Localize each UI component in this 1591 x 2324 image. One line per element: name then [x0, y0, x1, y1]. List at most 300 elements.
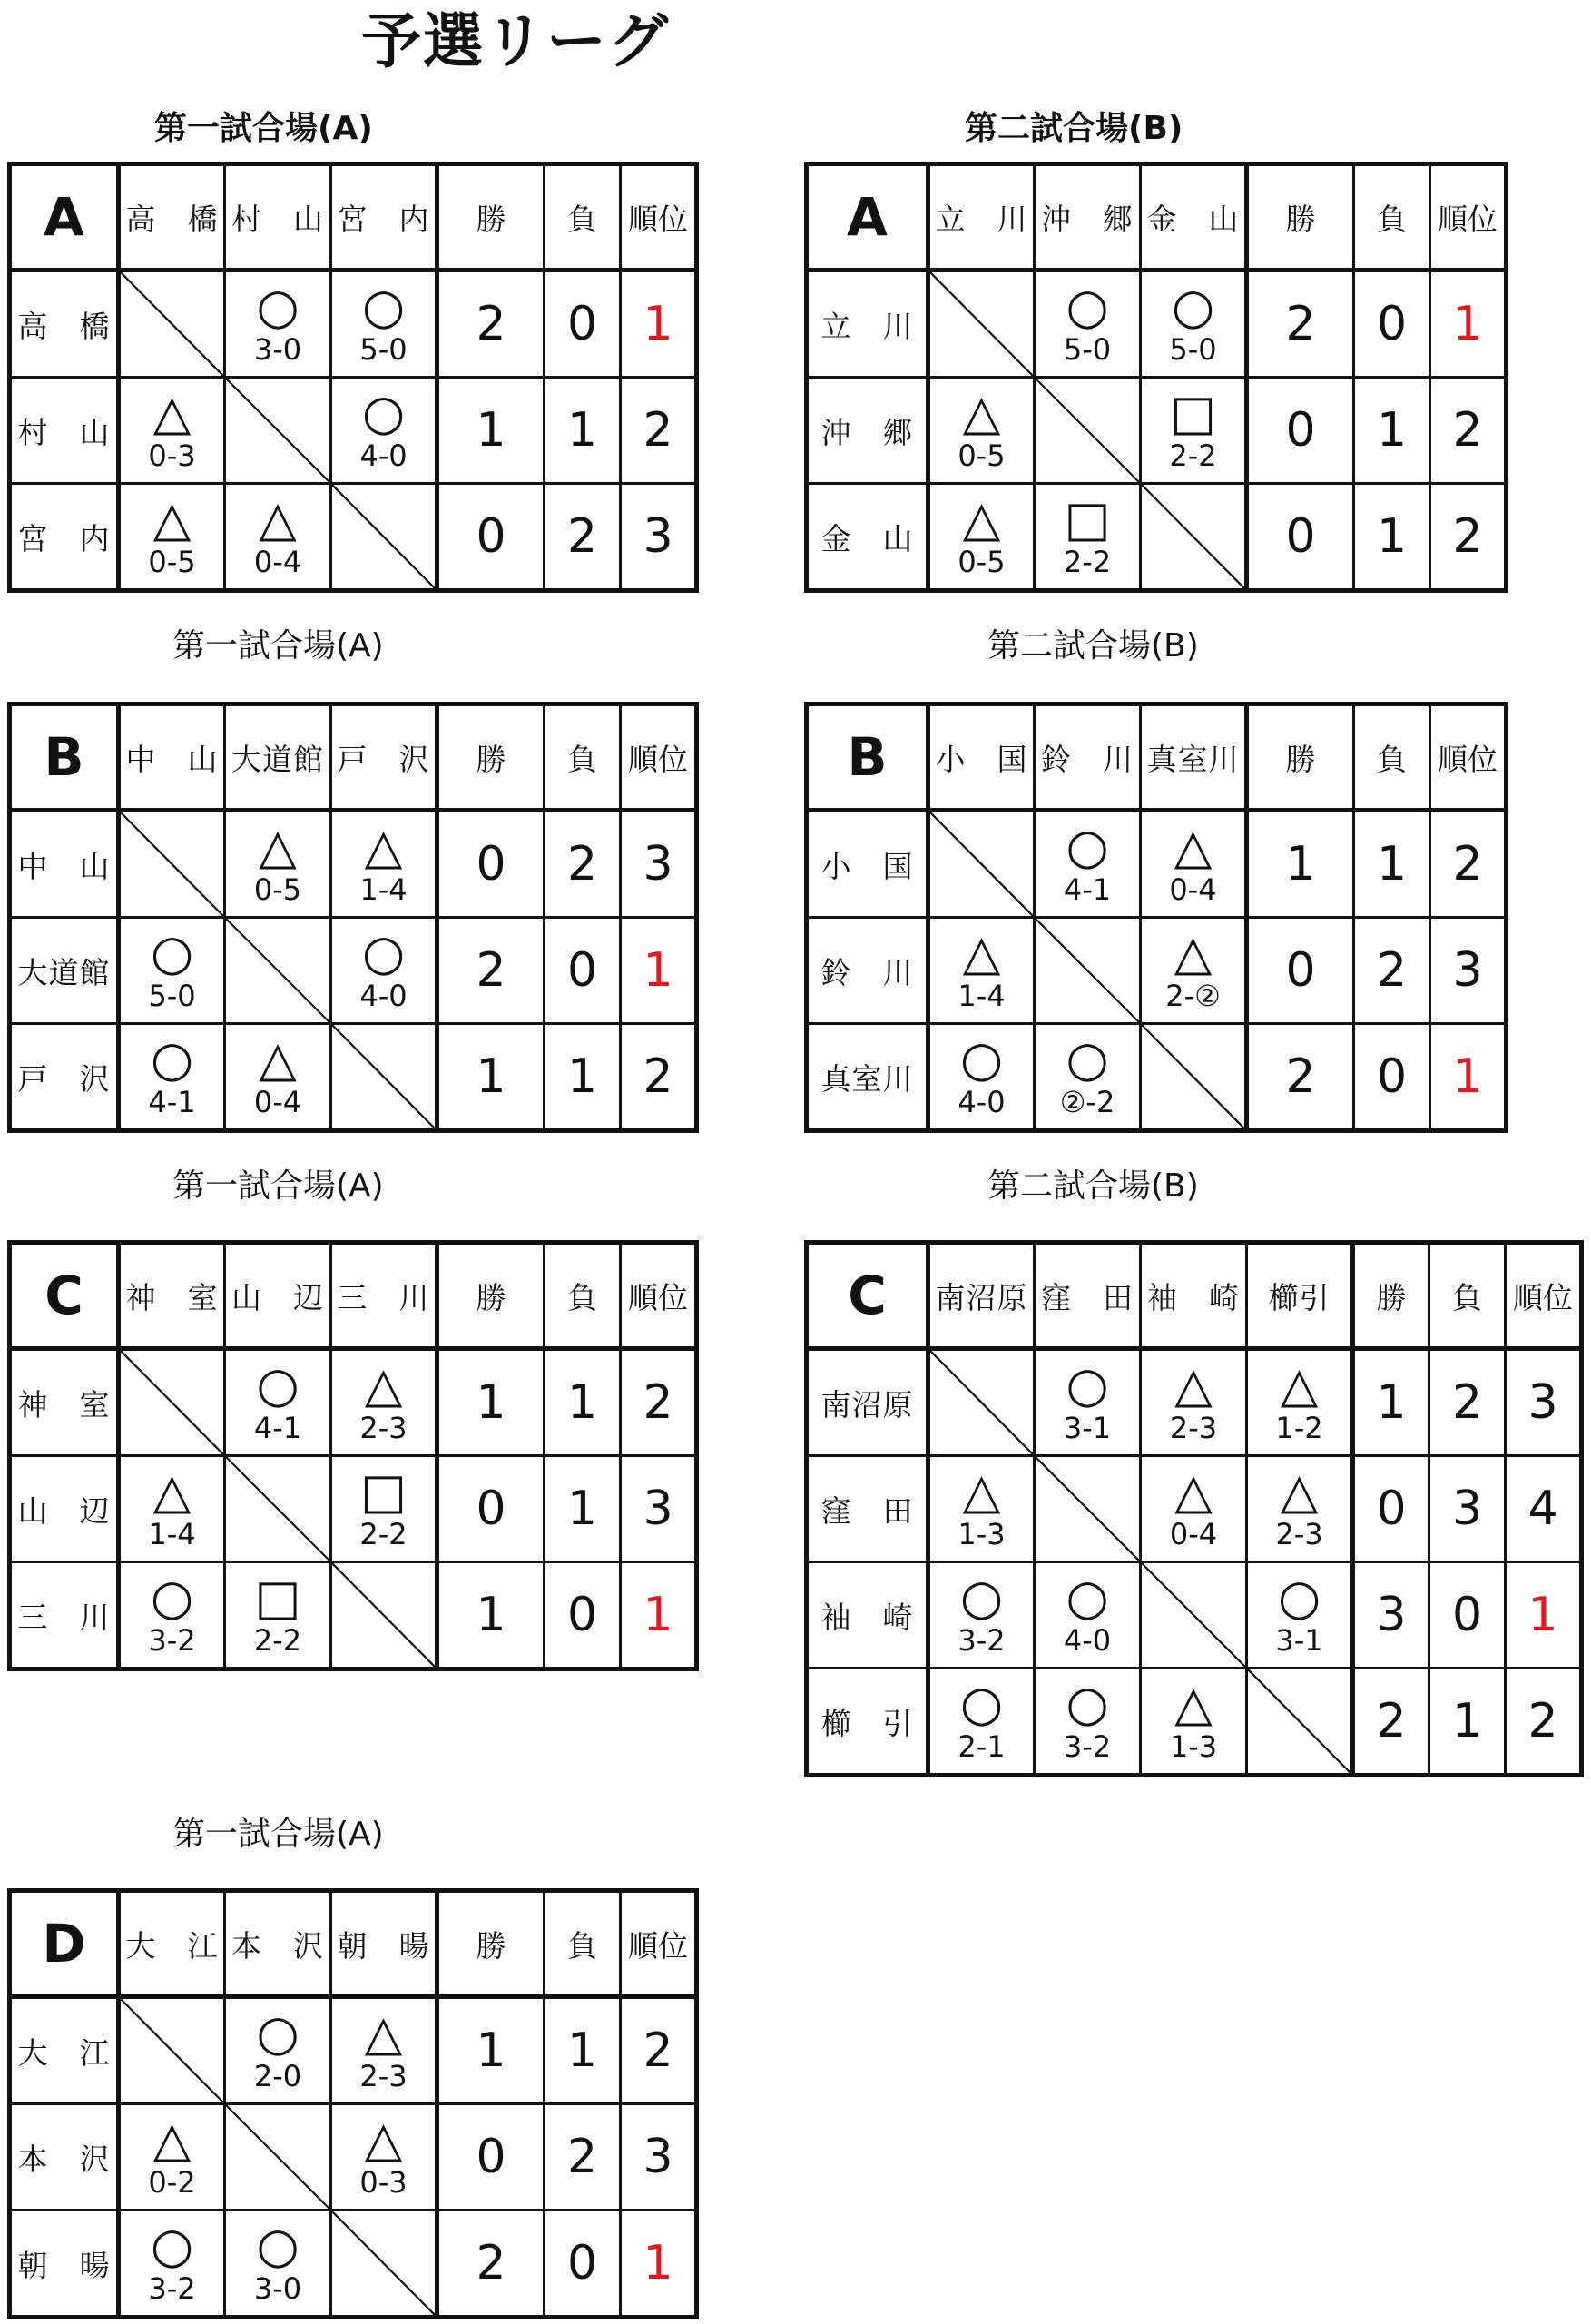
- match-score: 0-4: [253, 545, 302, 579]
- column-team-name: 高 橋: [119, 164, 225, 271]
- row-team-name: 中 山: [10, 811, 119, 918]
- match-result-cell: [331, 811, 437, 918]
- loss-triangle-icon: △: [962, 384, 1001, 441]
- loss-count: 0: [545, 1562, 621, 1669]
- loss-label: 負: [545, 704, 621, 811]
- league-table-a: [7, 162, 699, 593]
- diagonal-line: [226, 2105, 329, 2209]
- match-score: 4-0: [1063, 1623, 1112, 1658]
- table-row: [807, 1669, 1582, 1776]
- loss-triangle-icon: △: [259, 818, 297, 875]
- win-count: 0: [437, 484, 545, 591]
- match-score: 0-5: [148, 545, 196, 579]
- column-team-name: 金 山: [1141, 164, 1247, 271]
- rank-value: 3: [1506, 1349, 1582, 1456]
- match-result-cell: [119, 1024, 225, 1131]
- self-match-diagonal: [331, 1562, 437, 1669]
- table-row: [807, 1349, 1582, 1456]
- win-count: 0: [1247, 918, 1354, 1024]
- win-count: 2: [437, 271, 545, 378]
- diagonal-line: [226, 1457, 329, 1561]
- loss-count: 0: [545, 2211, 621, 2318]
- match-result-cell: [331, 378, 437, 484]
- win-circle-icon: ○: [1066, 818, 1109, 875]
- loss-label: 負: [545, 1243, 621, 1349]
- match-result-cell: [331, 1456, 437, 1562]
- match-score: 5-0: [1063, 332, 1112, 367]
- loss-triangle-icon: △: [152, 384, 192, 441]
- match-score: 2-2: [359, 1517, 408, 1551]
- match-result-cell: [928, 1024, 1035, 1131]
- win-label: 勝: [437, 164, 545, 271]
- row-team-name: 高 橋: [10, 271, 119, 378]
- win-circle-icon: ○: [256, 278, 300, 335]
- match-score: 0-4: [1169, 872, 1217, 907]
- diagonal-line: [121, 272, 223, 376]
- league-table-c: [804, 1240, 1584, 1777]
- league-table-c: [7, 1240, 699, 1671]
- column-team-name: 大道館: [225, 704, 331, 811]
- match-result-cell: [331, 2104, 437, 2211]
- match-score: 0-4: [1169, 1517, 1218, 1551]
- loss-label: 負: [1354, 704, 1430, 811]
- match-result-cell: [119, 918, 225, 1024]
- loss-count: 1: [545, 1456, 621, 1562]
- rank-value: 2: [1506, 1669, 1582, 1776]
- rank-label: 順位: [1506, 1243, 1582, 1349]
- table-row: [10, 811, 697, 918]
- win-count: 0: [1247, 484, 1354, 591]
- table-row: [807, 1562, 1582, 1669]
- rank-value: 2: [621, 378, 697, 484]
- win-circle-icon: ○: [150, 1030, 194, 1088]
- diagonal-line: [1142, 1025, 1244, 1128]
- league-table-d: [7, 1888, 699, 2319]
- loss-count: 1: [545, 1349, 621, 1456]
- table-row: [10, 1024, 697, 1131]
- column-team-name: 鈴 川: [1035, 704, 1141, 811]
- row-team-name: 袖 崎: [807, 1562, 928, 1669]
- column-team-name: 宮 内: [331, 164, 437, 271]
- win-circle-icon: ○: [1066, 1569, 1109, 1626]
- match-score: 3-0: [253, 332, 302, 367]
- self-match-diagonal: [1141, 1562, 1247, 1669]
- win-count: 0: [437, 2104, 545, 2211]
- win-count: 1: [437, 1024, 545, 1131]
- win-circle-icon: ○: [361, 924, 406, 981]
- match-result-cell: [119, 484, 225, 591]
- draw-square-icon: □: [1064, 490, 1111, 547]
- rank-value: 3: [1430, 918, 1507, 1024]
- row-team-name: 金 山: [807, 484, 928, 591]
- win-circle-icon: ○: [1066, 1675, 1109, 1732]
- rank-value: 1: [621, 1562, 697, 1669]
- loss-count: 1: [1354, 811, 1430, 918]
- rank-value: 2: [621, 1024, 697, 1131]
- loss-triangle-icon: △: [962, 924, 1001, 981]
- loss-triangle-icon: △: [259, 1030, 297, 1088]
- loss-triangle-icon: △: [364, 2004, 403, 2062]
- table-row: [807, 378, 1507, 484]
- draw-square-icon: □: [1169, 384, 1217, 441]
- venue-caption: 第一試合場(A): [154, 110, 373, 147]
- win-circle-icon: ○: [150, 1569, 194, 1626]
- league-table-b: [804, 702, 1508, 1133]
- match-result-cell: [1141, 378, 1247, 484]
- table-row: [807, 271, 1507, 378]
- table-row: [10, 2211, 697, 2318]
- match-result-cell: [331, 1349, 437, 1456]
- win-circle-icon: ○: [256, 2217, 300, 2274]
- match-score: 1-4: [359, 872, 408, 907]
- column-team-name: 中 山: [119, 704, 225, 811]
- win-count: 0: [1353, 1456, 1429, 1562]
- match-score: 0-5: [958, 545, 1006, 579]
- match-result-cell: [225, 811, 331, 918]
- loss-count: 2: [545, 484, 621, 591]
- diagonal-line: [332, 485, 435, 588]
- rank-label: 順位: [1430, 704, 1507, 811]
- loss-count: 0: [1354, 271, 1430, 378]
- win-count: 0: [1247, 378, 1354, 484]
- win-circle-icon: ○: [361, 278, 406, 335]
- diagonal-line: [332, 1563, 435, 1667]
- draw-square-icon: □: [359, 1462, 408, 1520]
- loss-count: 2: [1354, 918, 1430, 1024]
- self-match-diagonal: [1141, 1024, 1247, 1131]
- match-score: 0-4: [253, 1085, 302, 1119]
- self-match-diagonal: [331, 2211, 437, 2318]
- diagonal-line: [121, 1999, 223, 2102]
- column-team-name: 真室川: [1141, 704, 1247, 811]
- diagonal-line: [1142, 485, 1244, 588]
- win-label: 勝: [437, 1891, 545, 1997]
- rank-value: 3: [621, 484, 697, 591]
- win-count: 1: [437, 1997, 545, 2104]
- table-row: [807, 484, 1507, 591]
- loss-label: 負: [1429, 1243, 1506, 1349]
- self-match-diagonal: [928, 811, 1035, 918]
- win-circle-icon: ○: [256, 1356, 300, 1413]
- self-match-diagonal: [1247, 1669, 1353, 1776]
- diagonal-line: [1036, 1457, 1139, 1561]
- loss-count: 1: [1429, 1669, 1506, 1776]
- match-score: 4-0: [958, 1085, 1006, 1119]
- venue-caption: 第二試合場(B): [987, 1167, 1199, 1205]
- table-row: [10, 918, 697, 1024]
- match-result-cell: [1035, 484, 1141, 591]
- rank-label: 順位: [621, 704, 697, 811]
- match-score: 4-0: [359, 438, 408, 473]
- row-team-name: 大道館: [10, 918, 119, 1024]
- rank-value: 3: [621, 2104, 697, 2211]
- self-match-diagonal: [225, 918, 331, 1024]
- win-circle-icon: ○: [1277, 1569, 1321, 1626]
- loss-label: 負: [545, 164, 621, 271]
- row-team-name: 小 国: [807, 811, 928, 918]
- diagonal-line: [1142, 1563, 1245, 1667]
- match-score: 2-1: [958, 1729, 1006, 1764]
- page-title: 予選リーグ: [361, 6, 670, 76]
- match-result-cell: [331, 271, 437, 378]
- loss-count: 1: [1354, 484, 1430, 591]
- match-result-cell: [331, 1997, 437, 2104]
- table-row: [10, 1997, 697, 2104]
- group-label: B: [10, 704, 119, 811]
- match-result-cell: [119, 2211, 225, 2318]
- group-label: B: [807, 704, 928, 811]
- rank-value: 2: [1430, 811, 1507, 918]
- diagonal-line: [226, 379, 329, 482]
- match-score: 2-0: [253, 2059, 302, 2093]
- diagonal-line: [930, 1351, 1033, 1454]
- diagonal-line: [1248, 1669, 1350, 1773]
- venue-caption: 第一試合場(A): [172, 1167, 384, 1205]
- diagonal-line: [1036, 379, 1139, 482]
- table-row: [10, 2104, 697, 2211]
- match-score: 3-2: [958, 1623, 1006, 1658]
- match-result-cell: [1035, 271, 1141, 378]
- match-result-cell: [1035, 1669, 1141, 1776]
- match-result-cell: [225, 1024, 331, 1131]
- loss-triangle-icon: △: [152, 1462, 192, 1520]
- diagonal-line: [226, 919, 329, 1022]
- match-result-cell: [1035, 811, 1141, 918]
- row-team-name: 窪 田: [807, 1456, 928, 1562]
- match-result-cell: [1035, 1024, 1141, 1131]
- win-circle-icon: ○: [1171, 278, 1215, 335]
- row-team-name: 三 川: [10, 1562, 119, 1669]
- column-team-name: 南沼原: [928, 1243, 1035, 1349]
- column-team-name: 山 辺: [225, 1243, 331, 1349]
- diagonal-line: [121, 812, 223, 916]
- match-result-cell: [1247, 1349, 1353, 1456]
- group-label: C: [10, 1243, 119, 1349]
- column-team-name: 沖 郷: [1035, 164, 1141, 271]
- row-team-name: 立 川: [807, 271, 928, 378]
- loss-triangle-icon: △: [364, 818, 403, 875]
- self-match-diagonal: [119, 1997, 225, 2104]
- table-row: [807, 918, 1507, 1024]
- row-team-name: 櫛 引: [807, 1669, 928, 1776]
- win-label: 勝: [437, 704, 545, 811]
- match-score: 1-2: [1275, 1411, 1323, 1445]
- rank-value: 4: [1506, 1456, 1582, 1562]
- diagonal-line: [930, 272, 1033, 376]
- match-result-cell: [1141, 918, 1247, 1024]
- row-team-name: 戸 沢: [10, 1024, 119, 1131]
- table-row: [10, 271, 697, 378]
- group-label: C: [807, 1243, 928, 1349]
- diagonal-line: [332, 2211, 435, 2315]
- match-result-cell: [928, 1562, 1035, 1669]
- match-result-cell: [1141, 1669, 1247, 1776]
- match-score: 1-4: [148, 1517, 196, 1551]
- win-circle-icon: ○: [959, 1569, 1004, 1626]
- loss-count: 0: [545, 918, 621, 1024]
- match-score: 2-3: [359, 2059, 408, 2093]
- match-result-cell: [225, 2211, 331, 2318]
- loss-count: 1: [545, 1997, 621, 2104]
- match-result-cell: [928, 1669, 1035, 1776]
- group-label: A: [10, 164, 119, 271]
- win-circle-icon: ○: [256, 2004, 300, 2062]
- loss-count: 1: [1354, 378, 1430, 484]
- row-team-name: 大 江: [10, 1997, 119, 2104]
- column-team-name: 三 川: [331, 1243, 437, 1349]
- match-result-cell: [225, 1562, 331, 1669]
- match-result-cell: [1247, 1456, 1353, 1562]
- rank-value: 1: [621, 2211, 697, 2318]
- win-count: 2: [437, 2211, 545, 2318]
- self-match-diagonal: [331, 484, 437, 591]
- row-team-name: 宮 内: [10, 484, 119, 591]
- match-result-cell: [928, 484, 1035, 591]
- loss-label: 負: [545, 1891, 621, 1997]
- loss-count: 0: [1354, 1024, 1430, 1131]
- loss-count: 0: [545, 271, 621, 378]
- self-match-diagonal: [225, 2104, 331, 2211]
- loss-triangle-icon: △: [1174, 1356, 1213, 1413]
- diagonal-line: [332, 1025, 435, 1128]
- match-result-cell: [119, 1456, 225, 1562]
- win-count: 2: [437, 918, 545, 1024]
- self-match-diagonal: [119, 811, 225, 918]
- row-team-name: 神 室: [10, 1349, 119, 1456]
- rank-value: 1: [1506, 1562, 1582, 1669]
- match-score: 3-2: [1063, 1729, 1112, 1764]
- table-row: [10, 1562, 697, 1669]
- self-match-diagonal: [1141, 484, 1247, 591]
- match-score: 5-0: [1169, 332, 1217, 367]
- diagonal-line: [1036, 919, 1139, 1022]
- loss-count: 1: [545, 378, 621, 484]
- loss-triangle-icon: △: [1280, 1356, 1319, 1413]
- match-score: 3-2: [148, 1623, 196, 1658]
- table-row: [10, 1456, 697, 1562]
- loss-count: 0: [1429, 1562, 1506, 1669]
- match-score: 2-3: [359, 1411, 408, 1445]
- match-score: 1-3: [958, 1517, 1006, 1551]
- loss-triangle-icon: △: [1174, 1675, 1213, 1732]
- match-score: 5-0: [359, 332, 408, 367]
- row-team-name: 朝 暘: [10, 2211, 119, 2318]
- column-team-name: 櫛引: [1247, 1243, 1353, 1349]
- loss-triangle-icon: △: [364, 2111, 403, 2168]
- match-result-cell: [1141, 1349, 1247, 1456]
- match-score: ②-2: [1059, 1085, 1115, 1119]
- match-score: 1-3: [1169, 1729, 1218, 1764]
- match-score: 2-2: [253, 1623, 302, 1658]
- loss-triangle-icon: △: [152, 490, 192, 547]
- column-team-name: 朝 暘: [331, 1891, 437, 1997]
- column-team-name: 大 江: [119, 1891, 225, 1997]
- match-score: 4-1: [253, 1411, 302, 1445]
- loss-count: 1: [545, 1024, 621, 1131]
- match-result-cell: [119, 378, 225, 484]
- rank-value: 2: [1430, 378, 1507, 484]
- match-score: 2-3: [1169, 1411, 1218, 1445]
- self-match-diagonal: [225, 1456, 331, 1562]
- venue-caption: 第二試合場(B): [965, 110, 1183, 147]
- rank-value: 3: [621, 1456, 697, 1562]
- column-team-name: 窪 田: [1035, 1243, 1141, 1349]
- rank-value: 1: [1430, 1024, 1507, 1131]
- win-circle-icon: ○: [959, 1030, 1004, 1088]
- win-count: 1: [437, 378, 545, 484]
- match-score: 2-2: [1063, 545, 1112, 579]
- column-team-name: 小 国: [928, 704, 1035, 811]
- match-result-cell: [928, 378, 1035, 484]
- win-circle-icon: ○: [959, 1675, 1004, 1732]
- self-match-diagonal: [1035, 918, 1141, 1024]
- table-row: [10, 1349, 697, 1456]
- win-circle-icon: ○: [361, 384, 406, 441]
- match-result-cell: [331, 918, 437, 1024]
- win-circle-icon: ○: [150, 2217, 194, 2274]
- match-result-cell: [119, 1562, 225, 1669]
- match-result-cell: [1141, 271, 1247, 378]
- match-score: 4-1: [148, 1085, 196, 1119]
- match-score: 3-1: [1275, 1623, 1323, 1658]
- self-match-diagonal: [928, 1349, 1035, 1456]
- match-score: 2-②: [1165, 979, 1221, 1013]
- row-team-name: 山 辺: [10, 1456, 119, 1562]
- group-label: D: [10, 1891, 119, 1997]
- win-circle-icon: ○: [1066, 1030, 1109, 1088]
- self-match-diagonal: [928, 271, 1035, 378]
- match-score: 5-0: [148, 979, 196, 1013]
- match-result-cell: [928, 1456, 1035, 1562]
- win-count: 0: [437, 811, 545, 918]
- loss-triangle-icon: △: [259, 490, 297, 547]
- match-score: 4-0: [359, 979, 408, 1013]
- rank-label: 順位: [621, 164, 697, 271]
- row-team-name: 真室川: [807, 1024, 928, 1131]
- loss-triangle-icon: △: [152, 2111, 192, 2168]
- match-result-cell: [1141, 811, 1247, 918]
- loss-count: 2: [545, 2104, 621, 2211]
- rank-value: 1: [621, 918, 697, 1024]
- self-match-diagonal: [225, 378, 331, 484]
- win-label: 勝: [1247, 164, 1354, 271]
- match-score: 2-2: [1169, 438, 1217, 473]
- win-count: 1: [1353, 1349, 1429, 1456]
- loss-count: 2: [1429, 1349, 1506, 1456]
- loss-triangle-icon: △: [364, 1356, 403, 1413]
- rank-label: 順位: [621, 1891, 697, 1997]
- rank-value: 1: [1430, 271, 1507, 378]
- self-match-diagonal: [119, 1349, 225, 1456]
- loss-count: 3: [1429, 1456, 1506, 1562]
- match-result-cell: [1247, 1562, 1353, 1669]
- win-count: 1: [437, 1562, 545, 1669]
- match-score: 0-5: [253, 872, 302, 907]
- win-count: 2: [1353, 1669, 1429, 1776]
- win-label: 勝: [437, 1243, 545, 1349]
- loss-triangle-icon: △: [1174, 818, 1213, 875]
- match-result-cell: [225, 1349, 331, 1456]
- table-row: [807, 1456, 1582, 1562]
- self-match-diagonal: [1035, 1456, 1141, 1562]
- match-score: 3-2: [148, 2271, 196, 2306]
- match-score: 3-1: [1063, 1411, 1112, 1445]
- match-score: 0-2: [148, 2165, 196, 2200]
- loss-label: 負: [1354, 164, 1430, 271]
- self-match-diagonal: [331, 1024, 437, 1131]
- match-result-cell: [1141, 1456, 1247, 1562]
- rank-label: 順位: [1430, 164, 1507, 271]
